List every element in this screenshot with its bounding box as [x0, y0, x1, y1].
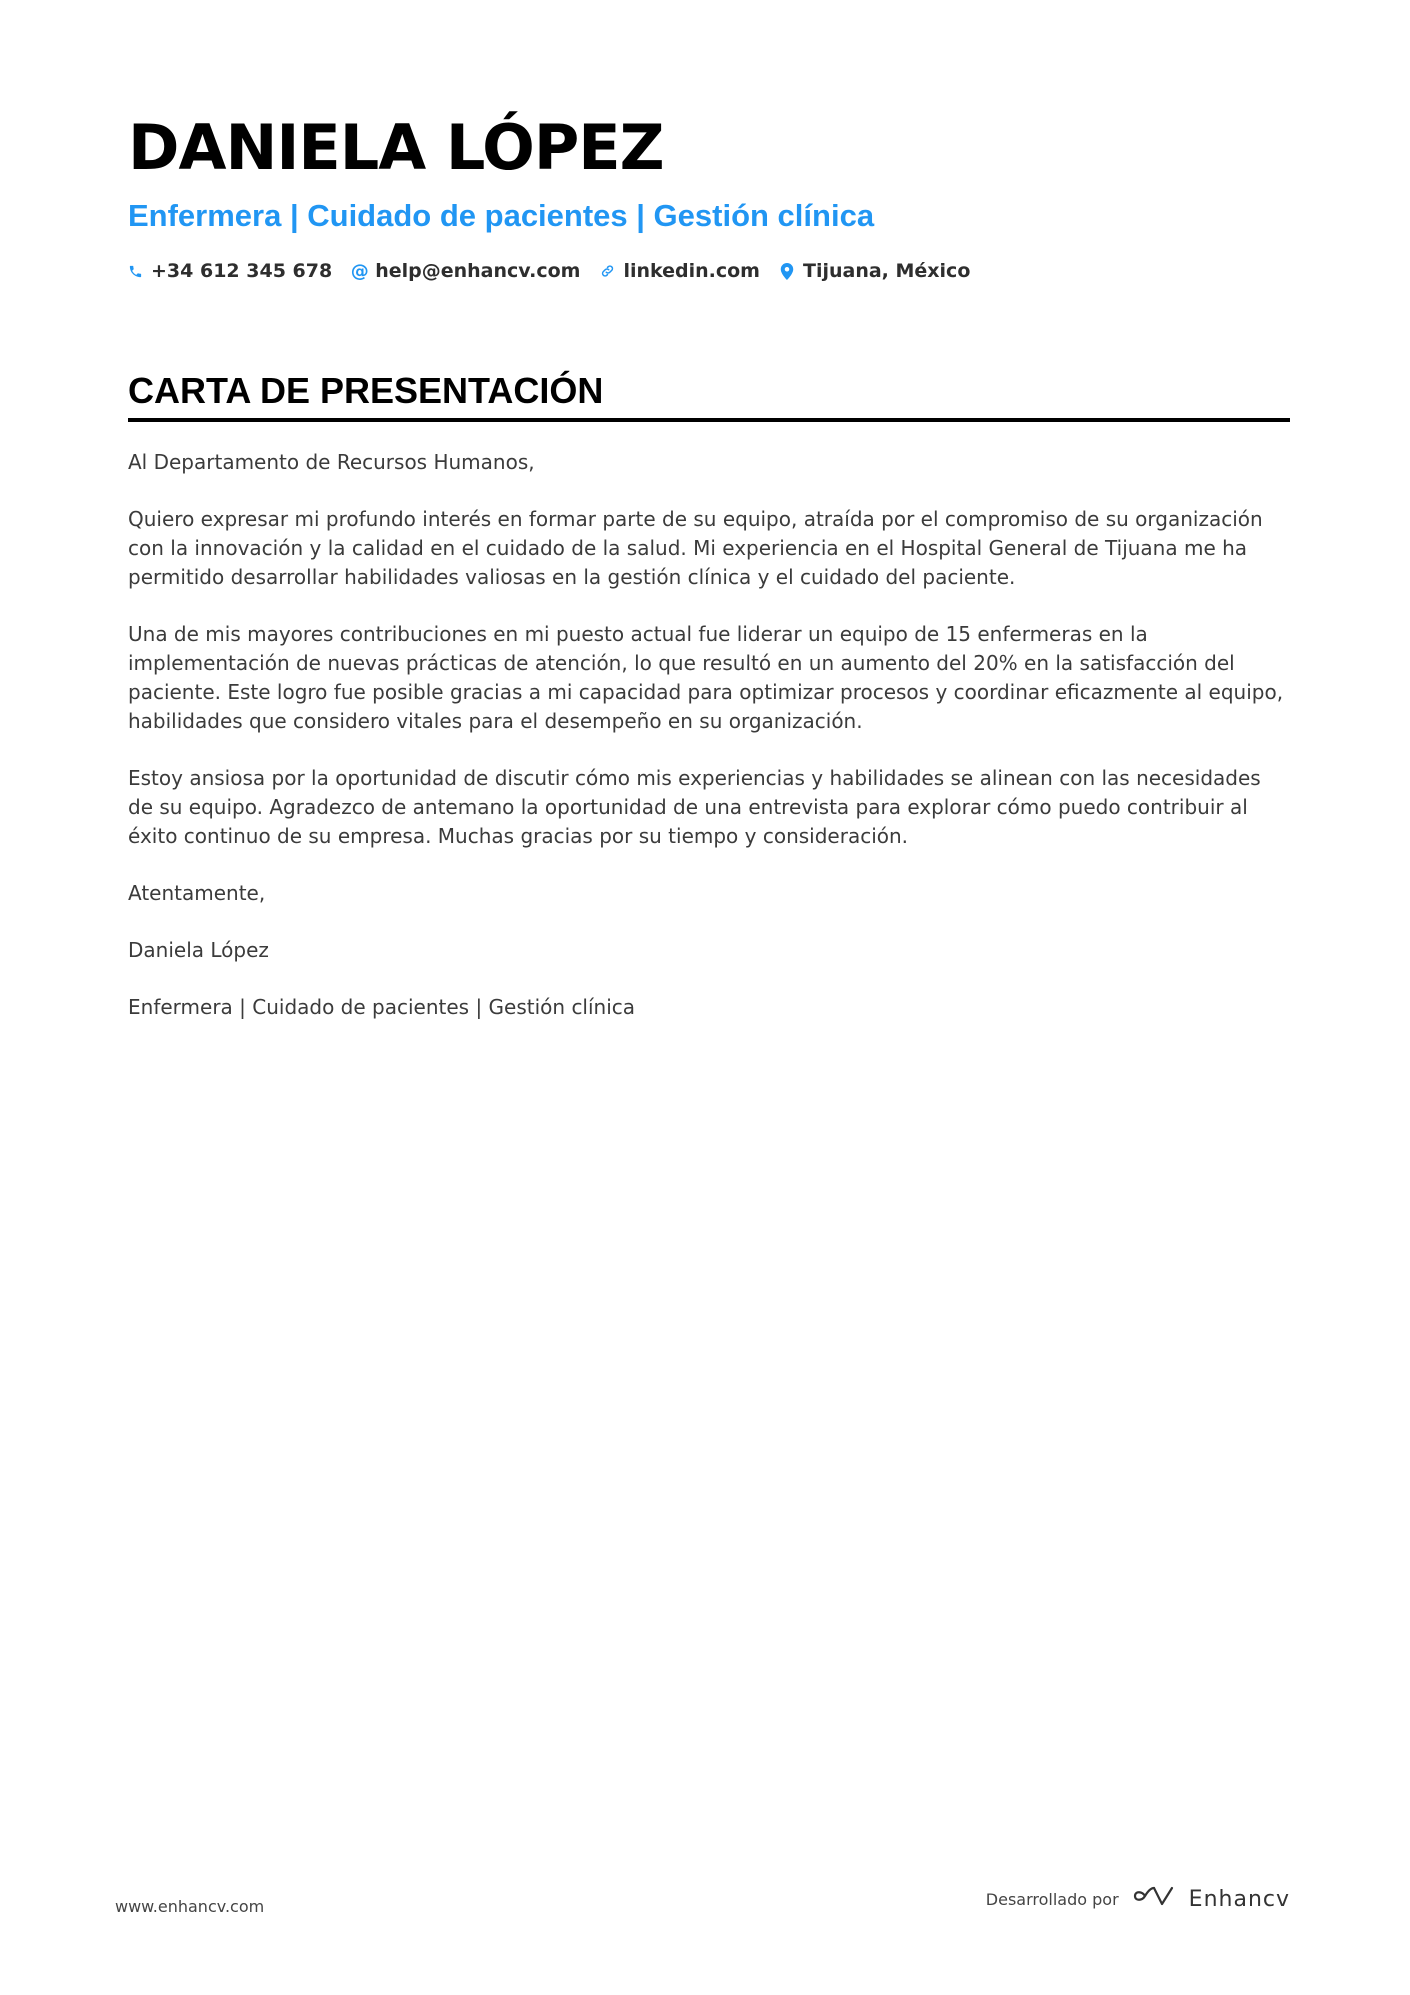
- contact-bar: [128, 260, 1290, 282]
- map-pin-icon: [780, 264, 795, 279]
- letter-greeting: Al Departamento de Recursos Humanos,: [128, 450, 535, 474]
- letter-paragraph-1: Quiero expresar mi profundo interés en formar parte de su equipo, atraída por el compromiso de su organización con la innovación y la calidad en el cuidado de la salud. Mi experiencia en el Hospital General de Tijuana me ha permitido desarrollar habilidades valiosas en la gestión clínica y el cuidado del paciente.: [128, 507, 1263, 589]
- contact-phone-text: +34 612 345 678: [151, 260, 333, 282]
- contact-linkedin[interactable]: [600, 260, 760, 282]
- footer-website[interactable]: www.enhancv.com: [115, 1897, 265, 1916]
- contact-location: [780, 260, 970, 282]
- candidate-name: DANIELA LÓPEZ: [128, 111, 664, 184]
- phone-icon: [128, 264, 143, 279]
- contact-linkedin-text: linkedin.com: [623, 260, 760, 282]
- letter-closing: Atentamente,: [128, 881, 266, 905]
- section-title: CARTA DE PRESENTACIÓN: [128, 368, 1290, 422]
- link-icon: [600, 264, 615, 279]
- header: [128, 108, 1290, 282]
- brand-lockup: [1133, 1884, 1290, 1914]
- at-icon: @: [350, 260, 369, 282]
- letter-body: [128, 448, 1290, 1022]
- contact-email[interactable]: [352, 260, 580, 282]
- footer-branding[interactable]: [986, 1884, 1290, 1914]
- letter-paragraph-3: Estoy ansiosa por la oportunidad de discutir cómo mis experiencias y habilidades se alinean con las necesidades de su equipo. Agradezco de antemano la oportunidad de una entrevista para explorar cómo puedo contribuir al éxito continuo de su empresa. Muchas gracias por su tiempo y consideración.: [128, 766, 1261, 848]
- cover-letter-section: [128, 368, 1290, 1050]
- letter-signature-title: Enfermera | Cuidado de pacientes | Gestión clínica: [128, 995, 636, 1019]
- contact-phone[interactable]: [128, 260, 332, 282]
- contact-email-text: help@enhancv.com: [375, 260, 581, 282]
- contact-location-text: Tijuana, México: [802, 260, 971, 282]
- enhancv-logo-icon: [1133, 1884, 1179, 1914]
- powered-by-label: Desarrollado por: [985, 1889, 1119, 1909]
- letter-paragraph-2: Una de mis mayores contribuciones en mi puesto actual fue liderar un equipo de 15 enfermeras en la implementación de nuevas prácticas de atención, lo que resultó en un aumento del 20% en la satisfacción del paciente. Este logro fue posible gracias a mi capacidad para optimizar procesos y coordinar eficazmente al equipo, habilidades que considero vitales para el desempeño en su organización.: [128, 622, 1284, 733]
- letter-signature-name: Daniela López: [128, 938, 269, 962]
- candidate-headline: Enfermera | Cuidado de pacientes | Gestión clínica: [128, 198, 875, 233]
- brand-name: Enhancv: [1188, 1886, 1290, 1912]
